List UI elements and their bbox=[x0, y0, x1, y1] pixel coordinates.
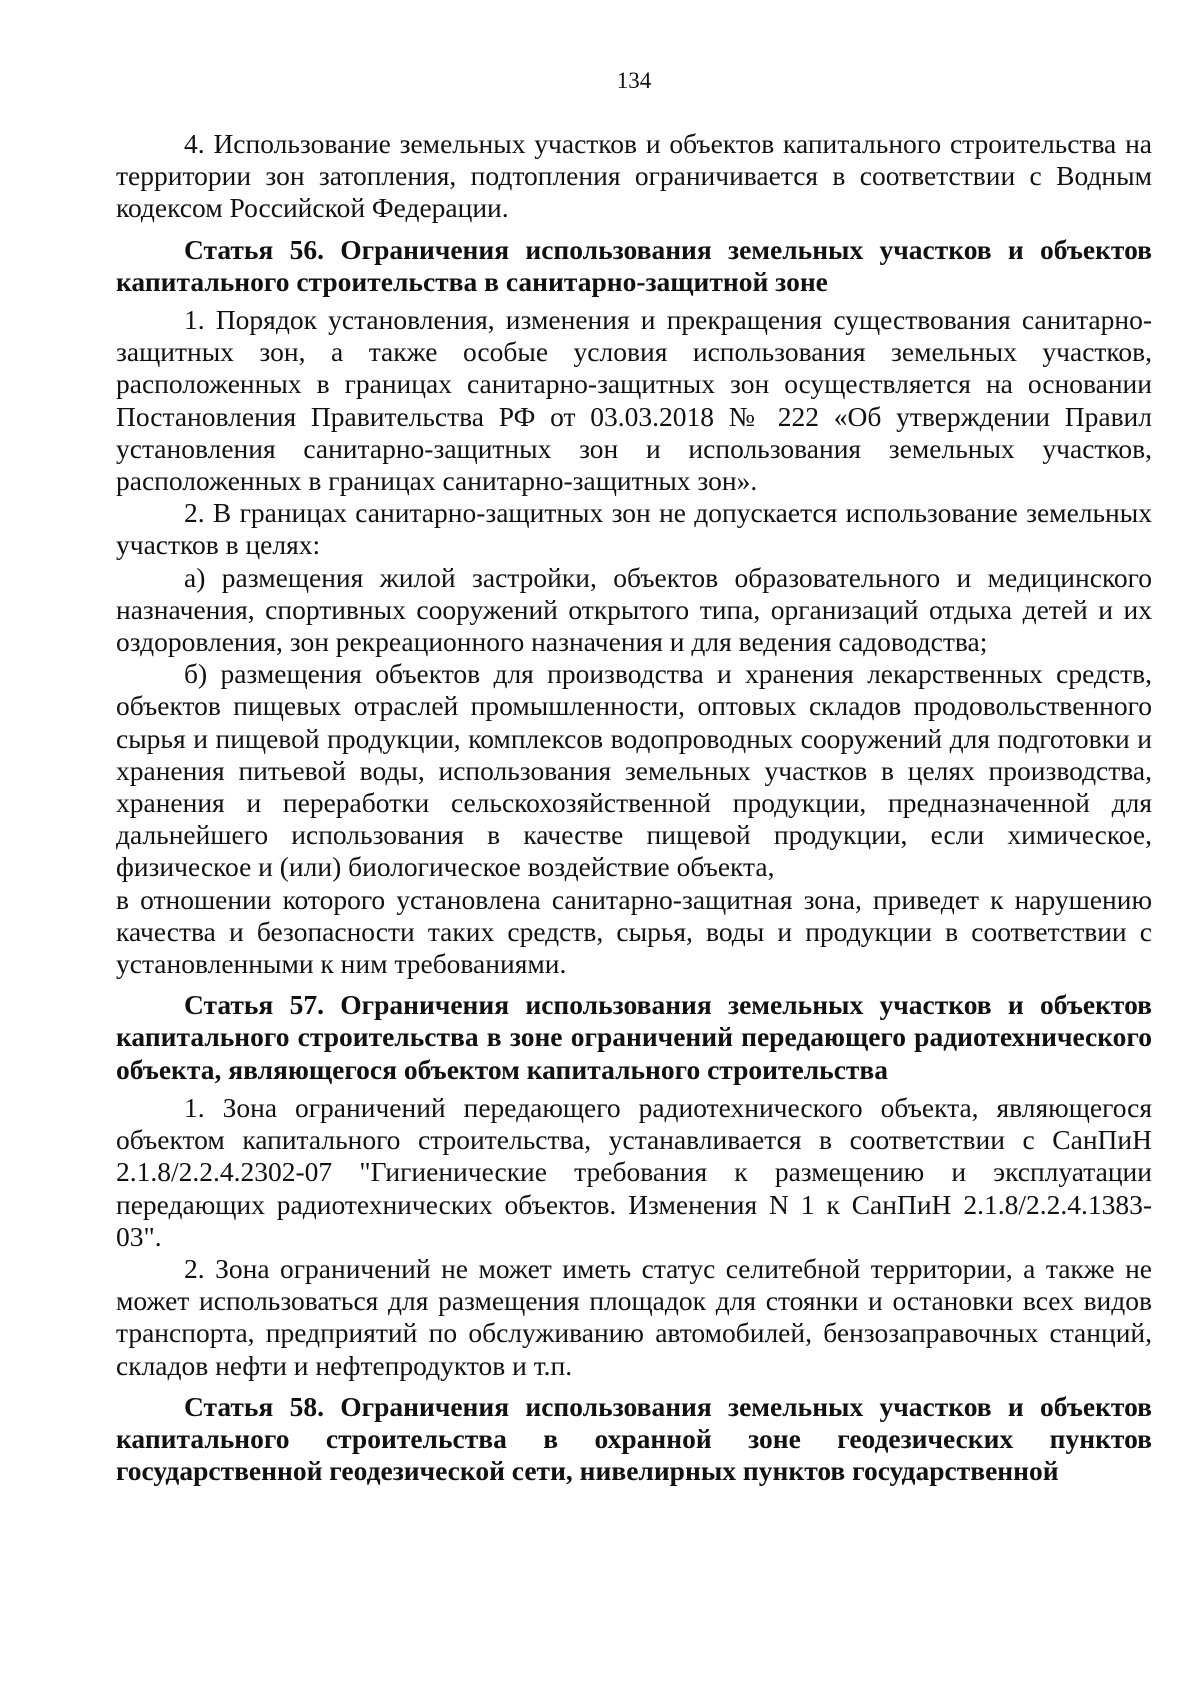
heading-article-57: Статья 57. Ограничения использования земельных участков и объектов капитального строительства в зоне ограничений передающего радиотехнического объекта, являющегося объектом капитального строительства bbox=[116, 989, 1152, 1085]
page-number: 134 bbox=[616, 68, 652, 93]
paragraph-56-2b: б) размещения объектов для производства и хранения лекарственных средств, объектов пищевых отраслей промышленности, оптовых складов продовольственного сырья и пищевой продукции, комплексов водопроводных сооружений для подготовки и хранения питьевой воды, использования земельных участков в целях производства, хранения и переработки сельскохозяйственной продукции, предназначенной для дальнейшего использования в качестве пищевой продукции, если химическое, физическое и (или) биологическое воздействие объекта, bbox=[116, 658, 1152, 883]
heading-article-58: Статья 58. Ограничения использования земельных участков и объектов капитального строительства в охранной зоне геодезических пунктов государственной геодезической сети, нивелирных пунктов государственной bbox=[116, 1390, 1152, 1487]
paragraph-56-2b-continuation: в отношении которого установлена санитарно-защитная зона, приведет к нарушению качества и безопасности таких средств, сырья, воды и продукции в соответствии с установленными к ним требованиями. bbox=[116, 883, 1152, 980]
paragraph-57-1: 1. Зона ограничений передающего радиотехнического объекта, являющегося объектом капитального строительства, устанавливается в соответствии с СанПиН 2.1.8/2.2.4.2302-07 "Гигиенические требования к размещению и эксплуатации передающих радиотехнических объектов. Изменения N 1 к СанПиН 2.1.8/2.2.4.1383-03". bbox=[116, 1091, 1152, 1252]
paragraph-flooding-zones: 4. Использование земельных участков и объектов капитального строительства на территории зон затопления, подтопления ограничивается в соответствии с Водным кодексом Российской Федерации. bbox=[116, 128, 1152, 224]
heading-article-56: Статья 56. Ограничения использования земельных участков и объектов капитального строительства в санитарно-защитной зоне bbox=[116, 233, 1152, 297]
document-body bbox=[116, 128, 1152, 1487]
paragraph-56-2a: а) размещения жилой застройки, объектов образовательного и медицинского назначения, спортивных сооружений открытого типа, организаций отдыха детей и их оздоровления, зон рекреационного назначения и для ведения садоводства; bbox=[116, 561, 1152, 658]
paragraph-56-1: 1. Порядок установления, изменения и прекращения существования санитарно-защитных зон, а также особые условия использования земельных участков, расположенных в границах санитарно-защитных зон осуществляется на основании Постановления Правительства РФ от 03.03.2018 № 222 «Об утверждении Правил установления санитарно-защитных зон и использования земельных участков, расположенных в границах санитарно-защитных зон». bbox=[116, 304, 1152, 497]
paragraph-57-2: 2. Зона ограничений не может иметь статус селитебной территории, а также не может использоваться для размещения площадок для стоянки и остановки всех видов транспорта, предприятий по обслуживанию автомобилей, бензозаправочных станций, складов нефти и нефтепродуктов и т.п. bbox=[116, 1252, 1152, 1381]
paragraph-56-2: 2. В границах санитарно-защитных зон не допускается использование земельных участков в целях: bbox=[116, 497, 1152, 561]
